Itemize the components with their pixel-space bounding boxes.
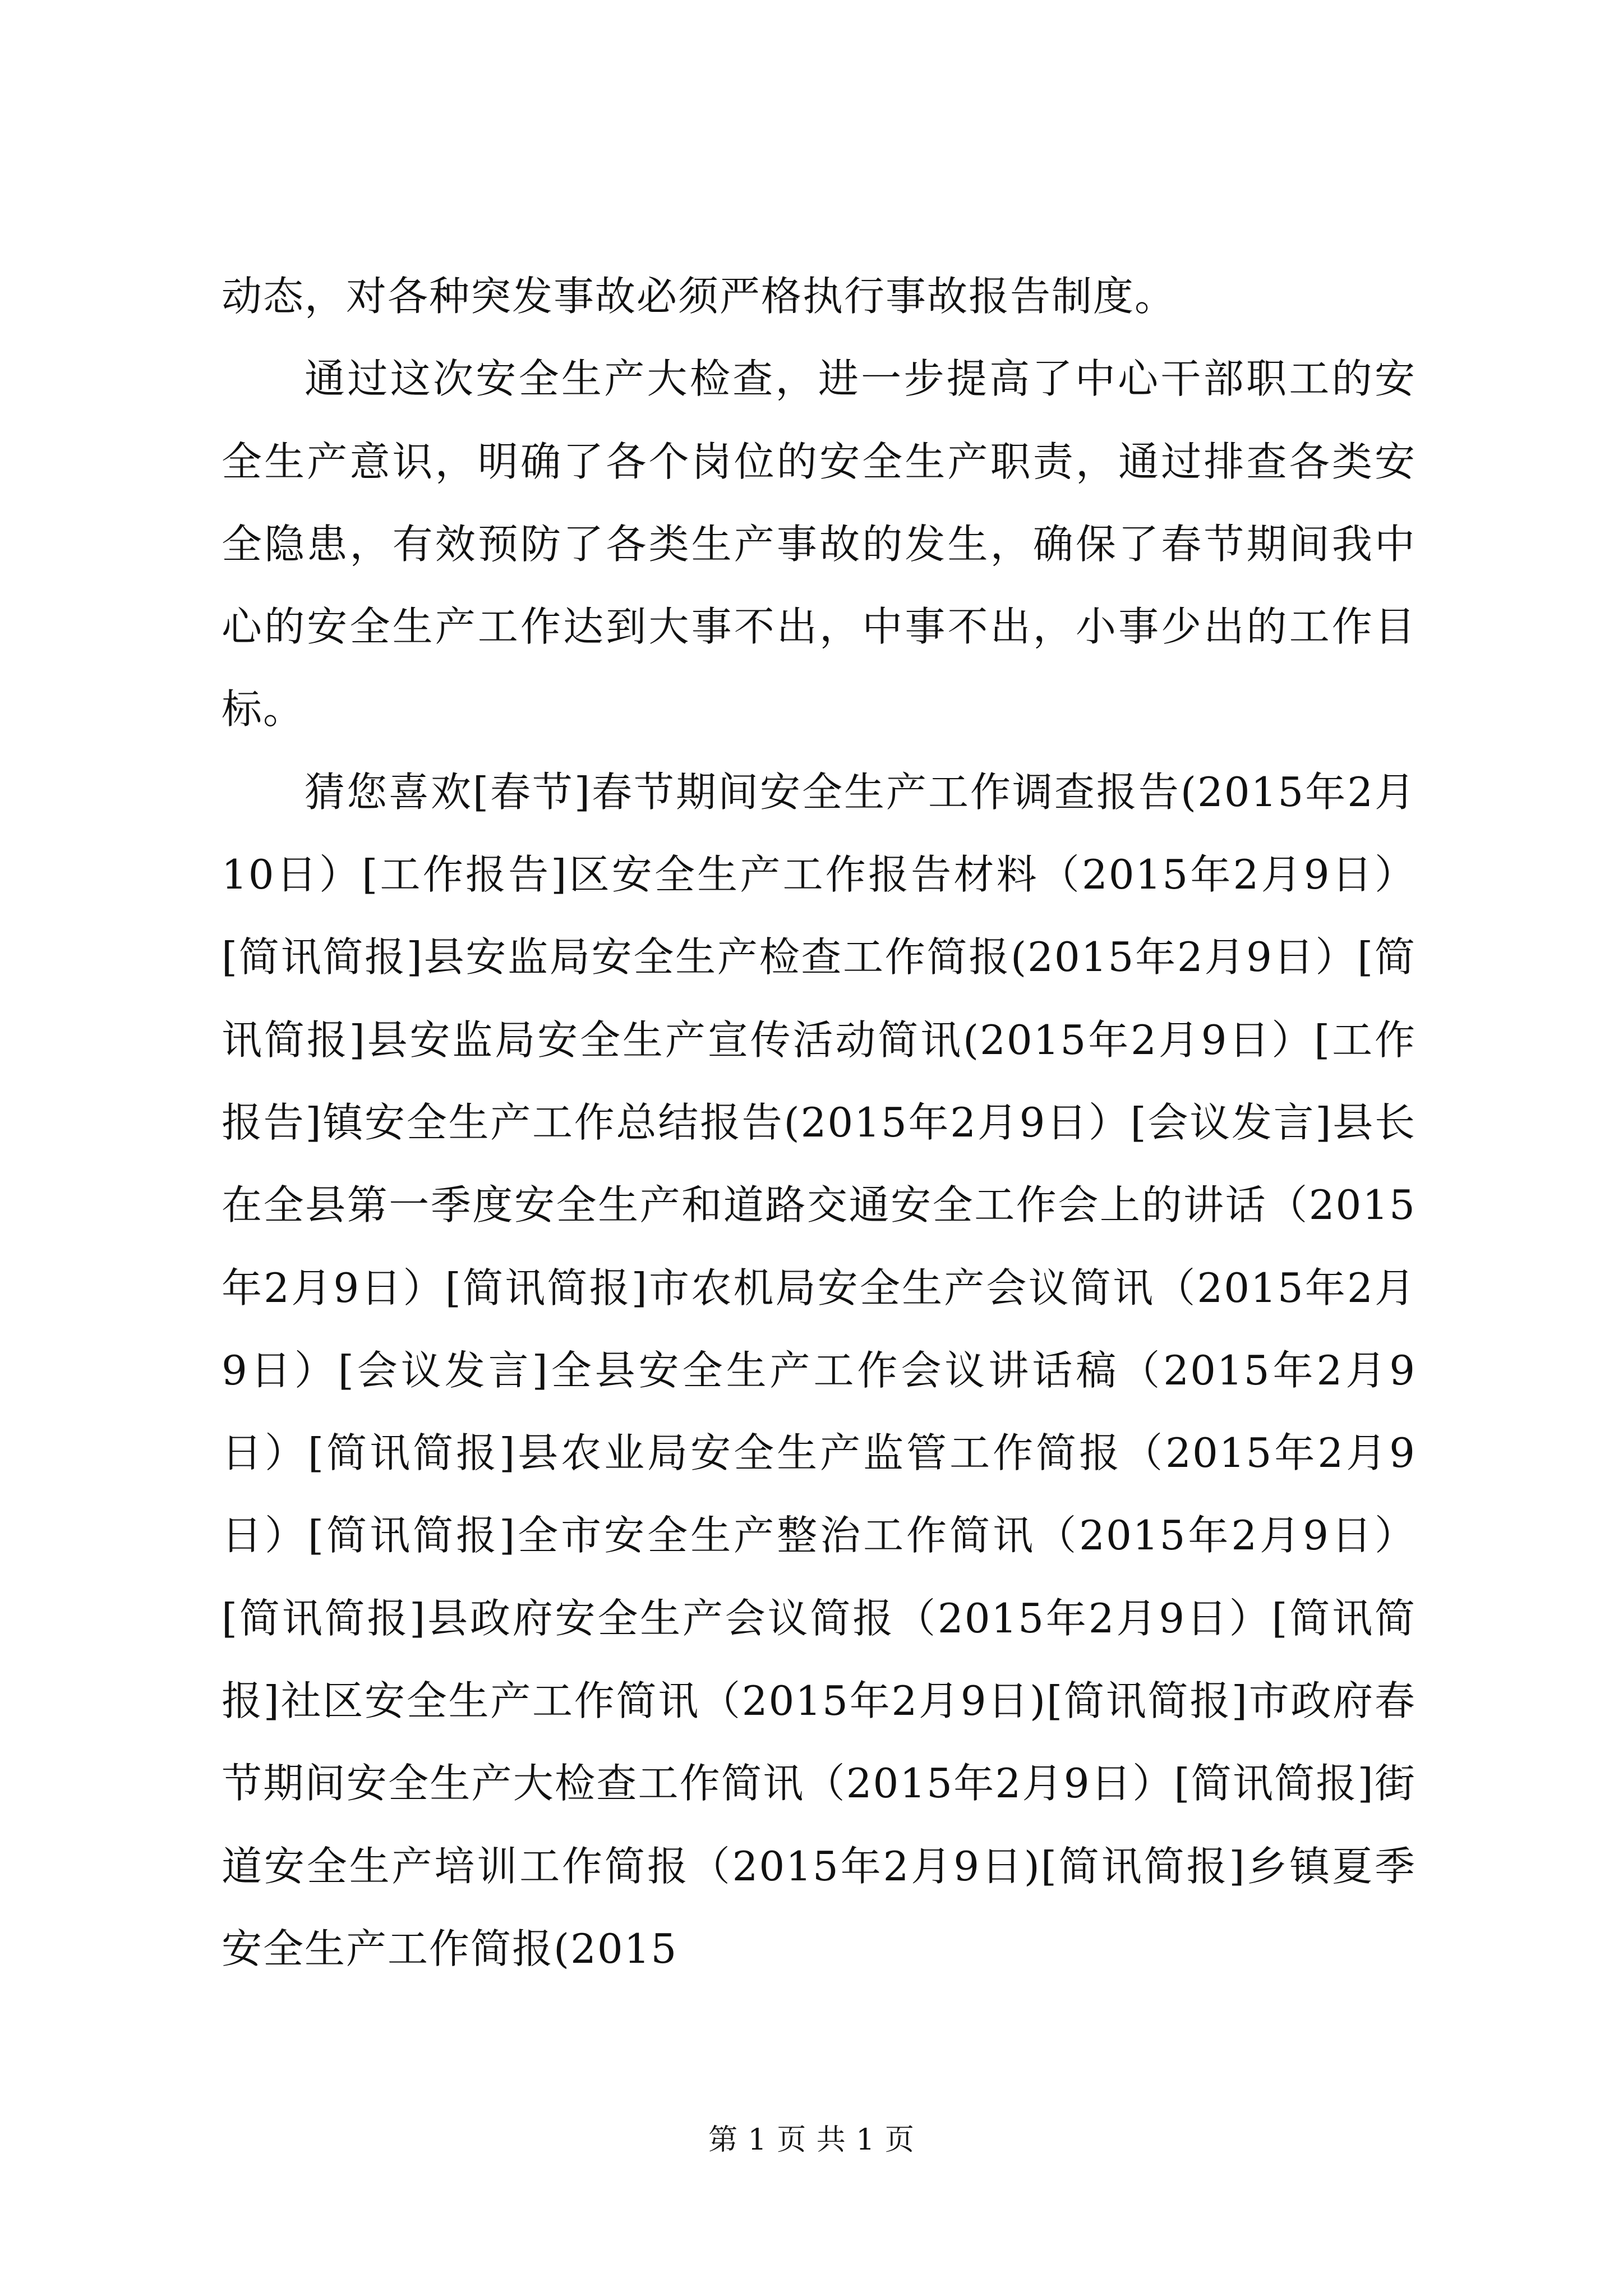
paragraph-summary: 通过这次安全生产大检查，进一步提高了中心干部职工的安全生产意识，明确了各个岗位的安全生产职责，通过排查各类安全隐患，有效预防了各类生产事故的发生，确保了春节期间我中心的安全生产工作达到大事不出，中事不出，小事少出的工作目标。 xyxy=(222,355,1416,733)
page-footer: 第 1 页 共 1 页 xyxy=(708,2123,915,2157)
paragraph-continuation: 动态，对各种突发事故必须严格执行事故报告制度。 xyxy=(222,273,1177,320)
document-body xyxy=(222,255,1416,1990)
paragraph-related-articles: 猜您喜欢[春节]春节期间安全生产工作调查报告(2015年2月10日）[工作报告]区安全生产工作报告材料（2015年2月9日）[简讯简报]县安监局安全生产检查工作简报(2015年2月9日）[简讯简报]县安监局安全生产宣传活动简讯(2015年2月9日）[工作报告]镇安全生产工作总结报告(2015年2月9日）[会议发言]县长在全县第一季度安全生产和道路交通安全工作会上的讲话（2015年2月9日）[简讯简报]市农机局安全生产会议简讯（2015年2月9日）[会议发言]全县安全生产工作会议讲话稿（2015年2月9日）[简讯简报]县农业局安全生产监管工作简报（2015年2月9日）[简讯简报]全市安全生产整治工作简讯（2015年2月9日）[简讯简报]县政府安全生产会议简报（2015年2月9日）[简讯简报]社区安全生产工作简讯（2015年2月9日)[简讯简报]市政府春节期间安全生产大检查工作简讯（2015年2月9日）[简讯简报]街道安全生产培训工作简报（2015年2月9日)[简讯简报]乡镇夏季安全生产工作简报(2015 xyxy=(222,768,1416,1972)
